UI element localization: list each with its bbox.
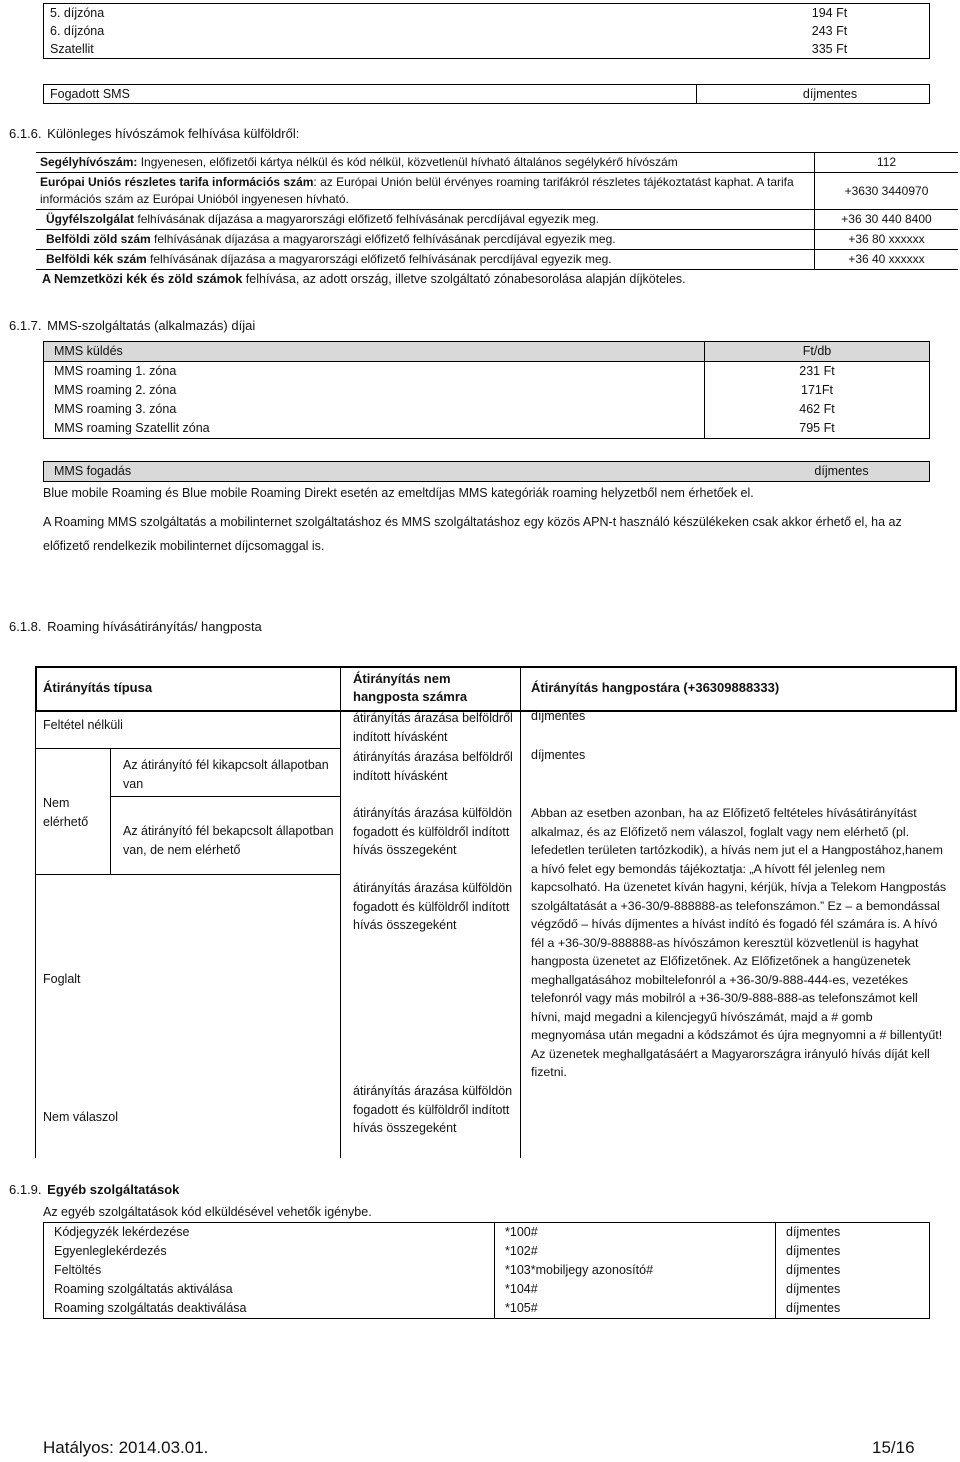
mms-receive-label: MMS fogadás [54, 464, 132, 478]
table-row [44, 40, 930, 59]
footer-label: A Nemzetközi kék és zöld számok [42, 272, 243, 286]
zone-price: 194 Ft [811, 6, 848, 20]
section-title: Különleges hívószámok felhívása külföldről: [47, 126, 300, 141]
busy-pricing: átirányítás árazása külföldön fogadott és külföldről indított hívás összegeként [353, 881, 513, 932]
table-row [44, 381, 930, 400]
service-code: *104# [495, 1280, 776, 1299]
mms-note-1: Blue mobile Roaming és Blue mobile Roaming Direkt esetén az emeltdíjas MMS kategóriák roaming helyzetből nem érhetőek el. [43, 486, 754, 500]
mms-zone-label: MMS roaming 3. zóna [44, 400, 705, 419]
switched-on-pricing: átirányítás árazása külföldön fogadott és külföldről indított hívás összegeként [353, 806, 513, 857]
row-label: Belföldi zöld szám [46, 232, 151, 246]
row-label: Európai Uniós részletes tarifa információs szám [40, 175, 314, 189]
section-title: Roaming hívásátirányítás/ hangposta [47, 619, 262, 634]
unreach-switched-on: Az átirányító fél bekapcsolt állapotban van, de nem elérhető [123, 824, 334, 857]
row-label: Segélyhívószám: [40, 155, 138, 169]
table-header [44, 342, 930, 362]
section-616-heading [9, 126, 299, 141]
row-value: +36 80 xxxxxx [815, 230, 959, 250]
table-row [36, 250, 958, 270]
table-row [36, 210, 958, 230]
mms-zone-price: 171Ft [801, 383, 833, 397]
service-code: *103*mobiljegy azonosító# [495, 1261, 776, 1280]
row-value: +36 30 440 8400 [815, 210, 959, 230]
service-price: díjmentes [786, 1225, 841, 1239]
service-name: Feltöltés [44, 1261, 495, 1280]
received-sms-price: díjmentes [802, 87, 858, 101]
row-label: Ügyfélszolgálat [46, 212, 135, 226]
table-row [44, 1299, 930, 1319]
other-services-table [43, 1222, 930, 1319]
mms-send-header: MMS küldés [44, 342, 705, 362]
call-forwarding-table [35, 666, 957, 1158]
mms-receive-price: díjmentes [814, 464, 869, 478]
row-text: felhívásának díjazása a magyarországi előfizető felhívásának percdíjával egyezik meg. [150, 232, 616, 246]
service-name: Roaming szolgáltatás deaktiválása [44, 1299, 495, 1319]
zone-price-table [43, 3, 930, 59]
table-row [44, 1242, 930, 1261]
forward-unconditional: Feltétel nélküli [43, 718, 123, 732]
service-price: díjmentes [786, 1244, 841, 1258]
effective-date: Hatályos: 2014.03.01. [43, 1438, 209, 1457]
service-code: *105# [495, 1299, 776, 1319]
service-name: Egyenleglekérdezés [44, 1242, 495, 1261]
zone-label: 6. díjzóna [50, 24, 105, 38]
section-title: MMS-szolgáltatás (alkalmazás) díjai [47, 318, 256, 333]
section-618-heading [9, 619, 262, 634]
service-price: díjmentes [786, 1301, 841, 1315]
section-number: 6.1.6. [9, 126, 42, 141]
table-row [44, 419, 930, 439]
table-row [44, 1280, 930, 1299]
service-name: Kódjegyzék lekérdezése [44, 1223, 495, 1243]
row-label: Belföldi kék szám [46, 252, 147, 266]
mms-zone-price: 795 Ft [799, 421, 835, 435]
row-value: +3630 3440970 [815, 173, 959, 210]
table-row [44, 1223, 930, 1243]
service-price: díjmentes [786, 1282, 841, 1296]
mms-note-2: A Roaming MMS szolgáltatás a mobilinternet szolgáltatáshoz és MMS szolgáltatáshoz egy közös APN-t használó készülékeken csak akkor érhető el, ha az előfizető rendelkezik mobilinternet díjcsomaggal is. [43, 515, 902, 553]
uncond-voicemail-price: díjmentes [531, 709, 586, 723]
forward-busy: Foglalt [43, 972, 81, 986]
service-price: díjmentes [786, 1263, 841, 1277]
uncond-pricing: átirányítás árazása belföldről indított hívásként [353, 711, 513, 744]
table-row [44, 400, 930, 419]
row-value: 112 [815, 153, 959, 173]
table-row [36, 153, 958, 173]
no-answer-pricing: átirányítás árazása külföldön fogadott és külföldről indított hívás összegeként [353, 1084, 513, 1135]
table-row [44, 462, 930, 482]
section-number: 6.1.9. [9, 1182, 42, 1197]
table-row [44, 22, 930, 40]
received-sms-table [43, 84, 930, 104]
switched-off-pricing: átirányítás árazása belföldről indított hívásként [353, 750, 513, 783]
col-forward-type: Átirányítás típusa [43, 680, 153, 695]
table-row [36, 173, 958, 210]
section-number: 6.1.8. [9, 619, 42, 634]
row-text: : az Európai Unión belül érvényes roaming tarifákról részletes tájékoztatást kaphat. A tarifa információs szám az Európai Unióból ingyenesen hívható. [40, 175, 794, 206]
other-services-intro: Az egyéb szolgáltatások kód elküldésével vehetők igénybe. [43, 1205, 372, 1219]
table-row [44, 362, 930, 382]
zone-label: Szatellit [50, 42, 94, 56]
switched-off-voicemail-price: díjmentes [531, 748, 586, 762]
col-non-voicemail: Átirányítás nem hangposta számra [353, 671, 468, 704]
row-text: felhívásának díjazása a magyarországi előfizető felhívásának percdíjával egyezik meg. [134, 212, 599, 226]
mms-zone-label: MMS roaming 2. zóna [44, 381, 705, 400]
footer-text: felhívása, az adott ország, illetve szolgáltató zónabesorolása alapján díjköteles. [242, 272, 686, 286]
table-row [44, 4, 930, 23]
forward-unreachable: Nem elérhető [43, 796, 89, 829]
special-numbers-table [36, 152, 958, 289]
section-617-heading [9, 318, 255, 333]
mms-zone-label: MMS roaming 1. zóna [44, 362, 705, 382]
zone-label: 5. díjzóna [50, 6, 105, 20]
section-title: Egyéb szolgáltatások [47, 1182, 180, 1197]
row-text: Ingyenesen, előfizetői kártya nélkül és kód nélkül, közvetlenül hívható általános segélykérő hívószám [137, 155, 678, 169]
row-text: felhívásának díjazása a magyarországi előfizető felhívásának percdíjával egyezik meg. [146, 252, 612, 266]
page-number: 15/16 [872, 1438, 915, 1457]
table-row [36, 230, 958, 250]
mms-zone-price: 231 Ft [799, 364, 835, 378]
table-row [44, 1261, 930, 1280]
mms-price-table [43, 341, 930, 439]
table-row [36, 270, 958, 290]
section-619-heading [9, 1182, 179, 1197]
table-row [44, 85, 930, 104]
col-voicemail: Átirányítás hangpostára (+36309888333) [531, 680, 780, 695]
mms-zone-label: MMS roaming Szatellit zóna [44, 419, 705, 439]
mms-receive-table [43, 461, 930, 482]
zone-price: 243 Ft [811, 24, 848, 38]
unreach-switched-off: Az átirányító fél kikapcsolt állapotban van [123, 758, 329, 791]
forward-no-answer: Nem válaszol [43, 1110, 119, 1124]
section-number: 6.1.7. [9, 318, 42, 333]
service-name: Roaming szolgáltatás aktiválása [44, 1280, 495, 1299]
received-sms-label: Fogadott SMS [44, 85, 697, 104]
row-value: +36 40 xxxxxx [815, 250, 959, 270]
service-code: *102# [495, 1242, 776, 1261]
mms-zone-price: 462 Ft [799, 402, 835, 416]
zone-price: 335 Ft [811, 42, 848, 56]
mms-unit-header: Ft/db [802, 344, 832, 358]
voicemail-explanation: Abban az esetben azonban, ha az Előfizető feltételes hívásátirányítást alkalmaz, és az Előfizető nem válaszol, foglalt vagy nem elérhető (pl. lefedetlen területen tartózkodik), a hívás nem jut el a Hangpostához,hanem a hívó felet egy bemondás tájékoztatja: „A hívott fél jelenleg nem kapcsolható. Ha üzenetet kíván hagyni, kérjük, hívja a Telekom Hangpostás szolgáltatását a +36-30/9-888888-as telefonszámon.” Ez – a bemondással végződő – hívás díjmentes a hívást indító és fogadó fél számára is. A hívó fél a +36-30/9-888888-as hívószámon keresztül közvetlenül is hagyhat hangposta üzenetet az Előfizetőnek. Az Előfizetőnek a hangüzenetek meghallgatásához mobiltelefonról a +36-30/9-888-444-es, vezetékes telefonról vagy más mobilról a +36-30/9-888-888-as telefonszámot kell hívni, majd megadni a kilencjegyű hívószámát, majd a # gomb megnyomása után megadni a kódszámot és újra megnyomni a # billentyűt! Az üzenetek meghallgatásáért a Magyarországra irányuló hívás díját kell fizetni. [531, 806, 947, 1079]
service-code: *100# [495, 1223, 776, 1243]
